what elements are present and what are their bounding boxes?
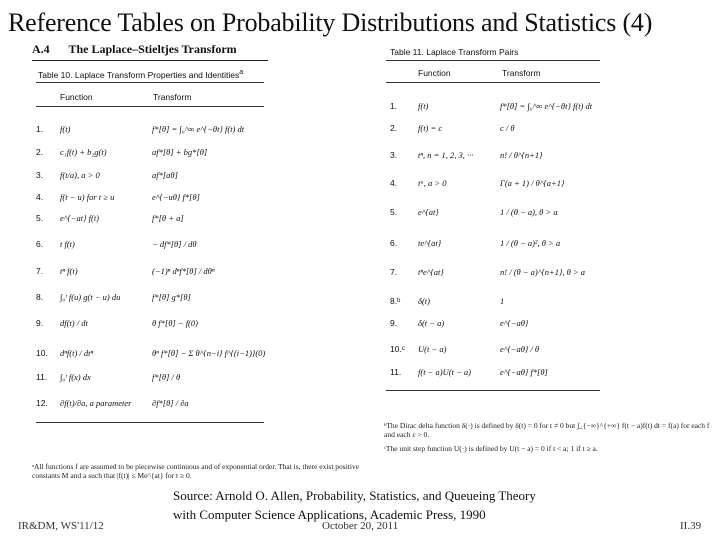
table11-top-rule — [386, 60, 600, 61]
table10-row-transform: af*[θ] + bg*[θ] — [152, 147, 208, 157]
table11-row — [390, 207, 604, 221]
table11-row-transform: 1 — [500, 296, 505, 306]
table11-row — [390, 296, 604, 310]
table11-row-function: te^{at} — [418, 238, 442, 248]
table10-row — [36, 192, 264, 206]
table10-row-function: c₁f(t) + b₂g(t) — [60, 147, 107, 157]
table10-row — [36, 124, 264, 138]
table11-row-function: δ(t) — [418, 296, 430, 306]
table10-footnote: ᵃAll functions f are assumed to be piecewise continuous and of exponential order. That is, there exist positive constants M and a such that |f(t)| ≤ Me^{at} for t ≥ 0. — [32, 462, 360, 480]
table10-row-function: f(t/a), a > 0 — [60, 170, 100, 180]
table11-row — [390, 101, 604, 115]
table11-row-number: 5. — [390, 207, 398, 217]
table10-row-function: ∫₀ᵗ f(x) dx — [60, 372, 91, 382]
table11-row-transform: e^{−aθ} / θ — [500, 344, 540, 354]
table11-row-number: 11. — [390, 367, 402, 377]
table10-row-function: e^{−at} f(t) — [60, 213, 100, 223]
footer-date: October 20, 2011 — [322, 520, 399, 532]
table10-top-rule — [36, 82, 264, 83]
table11-row — [390, 344, 604, 358]
table10-row — [36, 213, 264, 227]
table10-row-transform: (−1)ⁿ dⁿf*[θ] / dθⁿ — [152, 266, 215, 276]
table10-row-transform: f*[θ + a] — [152, 213, 184, 223]
table10-row — [36, 318, 264, 332]
table10-row-function: tⁿ f(t) — [60, 266, 78, 276]
table10-row-transform: θⁿ f*[θ] − Σ θ^{n−i} f^{(i−1)}(0) — [152, 348, 266, 358]
table11-row-function: tⁿ, n = 1, 2, 3, ··· — [418, 150, 474, 160]
table10-row-transform: af*[aθ] — [152, 170, 178, 180]
table10-row-function: ∂f(t)/∂a, a parameter — [60, 398, 132, 408]
source-line-1: Source: Arnold O. Allen, Probability, Statistics, and Queueing Theory — [173, 488, 536, 503]
table11-row — [390, 367, 604, 381]
table11-caption: Table 11. Laplace Transform Pairs — [390, 47, 519, 57]
table10-row-function: f(t) — [60, 124, 71, 134]
table10-row-number: 8. — [36, 292, 44, 302]
table11-header-rule — [386, 82, 600, 83]
table11-row-number: 2. — [390, 123, 398, 133]
section-rule — [32, 60, 268, 61]
table10-row-function: ∫₀ᵗ f(u) g(t − u) du — [60, 292, 121, 302]
table11-row-function: U(t − a) — [418, 344, 447, 354]
table10-row — [36, 398, 264, 412]
table11-row — [390, 150, 604, 164]
table10-row-transform: θ f*[θ] − f(0) — [152, 318, 198, 328]
table11-row — [390, 318, 604, 332]
section-number: A.4 — [32, 42, 50, 56]
table10-row-function: df(t) / dt — [60, 318, 88, 328]
table10-row-transform: e^{−uθ} f*[θ] — [152, 192, 200, 202]
table10-row — [36, 147, 264, 161]
table11-row-transform: n! / (θ − a)^{n+1}, θ > a — [500, 267, 586, 277]
table11-footnote-b: ᵇThe Dirac delta function δ(·) is defined by δ(t) = 0 for t ≠ 0 but ∫_{−∞}^{+∞} f(t − a)f(t) dt = f(a) for each f and each ε > 0. — [384, 421, 710, 439]
table11-row-function: f(t) — [418, 101, 429, 111]
table10-row-transform: f*[θ] / θ — [152, 372, 181, 382]
table10-row — [36, 292, 264, 306]
table11-row-number: 9. — [390, 318, 398, 328]
table11-footnote-c: ᶜThe unit step function U(·) is defined by U(t − a) = 0 if t < a; 1 if t ≥ a. — [384, 444, 598, 453]
table10-row-function: f(t − u) for t ≥ u — [60, 192, 115, 202]
section-title: The Laplace–Stieltjes Transform — [68, 42, 237, 56]
table10-row-number: 5. — [36, 213, 44, 223]
table10-row-transform: f*[θ] = ∫₀^∞ e^{−θt} f(t) dt — [152, 124, 245, 134]
table10-row-transform: f*[θ] g*[θ] — [152, 292, 191, 302]
table11-row — [390, 123, 604, 137]
table10-row-number: 1. — [36, 124, 44, 134]
table10-row-number: 9. — [36, 318, 44, 328]
table10-col-transform: Transform — [153, 92, 192, 102]
table11-row-transform: f*[θ] = ∫₀^∞ e^{−θt} f(t) dt — [500, 101, 593, 111]
table11-bottom-rule — [386, 390, 600, 391]
table11-row-transform: 1 / (θ − a), θ > a — [500, 207, 558, 217]
table10-row-function: dⁿf(t) / dtⁿ — [60, 348, 94, 358]
table10-row-number: 3. — [36, 170, 44, 180]
table10-row-transform: ∂f*[θ] / ∂a — [152, 398, 189, 408]
table11-row-transform: c / θ — [500, 123, 515, 133]
table10-caption: Table 10. Laplace Transform Properties and Identities$^a$ — [38, 68, 244, 80]
table10-row-number: 2. — [36, 147, 44, 157]
table11-row-function: f(t) = c — [418, 123, 443, 133]
table11-row-number: 3. — [390, 150, 398, 160]
source-citation — [173, 486, 536, 524]
footer-course: IR&DM, WS'11/12 — [18, 520, 104, 532]
table11-row-number: 1. — [390, 101, 398, 111]
table10-bottom-rule — [36, 422, 264, 423]
table11-row-transform: e^{−aθ} — [500, 318, 529, 328]
table11-row — [390, 267, 604, 281]
table11-row-number: 8.ᵇ — [390, 296, 401, 306]
table11-row-transform: Γ(a + 1) / θ^{a+1} — [500, 178, 565, 188]
table11-row-number: 6. — [390, 238, 398, 248]
section-heading — [32, 42, 237, 57]
table11-col-transform: Transform — [502, 68, 541, 78]
table10-col-function: Function — [60, 92, 93, 102]
table11-row-transform: 1 / (θ − a)², θ > a — [500, 238, 561, 248]
table10-row — [36, 266, 264, 280]
table11-row-number: 7. — [390, 267, 398, 277]
table10-row-number: 4. — [36, 192, 44, 202]
table10-row-number: 12. — [36, 398, 48, 408]
table11-row-transform: e^{−aθ} f*[θ] — [500, 367, 548, 377]
table11-row-number: 4. — [390, 178, 398, 188]
table11-row-function: e^{at} — [418, 207, 439, 217]
table10-row-number: 10. — [36, 348, 48, 358]
table10-row-number: 6. — [36, 239, 44, 249]
table10-row — [36, 372, 264, 386]
table10-header-rule — [36, 106, 264, 107]
slide-title: Reference Tables on Probability Distributions and Statistics (4) — [8, 8, 653, 37]
table10-row — [36, 170, 264, 184]
table10-row-transform: − df*[θ] / dθ — [152, 239, 197, 249]
footer-page-number: II.39 — [680, 520, 702, 532]
table11-row-transform: n! / θ^{n+1} — [500, 150, 543, 160]
table11-row-function: f(t − a)U(t − a) — [418, 367, 472, 377]
table10-row — [36, 239, 264, 253]
table11-row-number: 10.ᶜ — [390, 344, 405, 354]
table11-row-function: δ(t − a) — [418, 318, 445, 328]
table11-col-function: Function — [418, 68, 451, 78]
source-line-2: with Computer Science Applications, Academic Press, 1990 — [173, 507, 486, 522]
table11-row — [390, 238, 604, 252]
table10-row-number: 7. — [36, 266, 44, 276]
table10-row — [36, 348, 264, 362]
table10-row-number: 11. — [36, 372, 48, 382]
table11-row — [390, 178, 604, 192]
table11-row-function: tᵃ, a > 0 — [418, 178, 447, 188]
table11-row-function: tⁿe^{at} — [418, 267, 444, 277]
table10-row-function: t f(t) — [60, 239, 75, 249]
